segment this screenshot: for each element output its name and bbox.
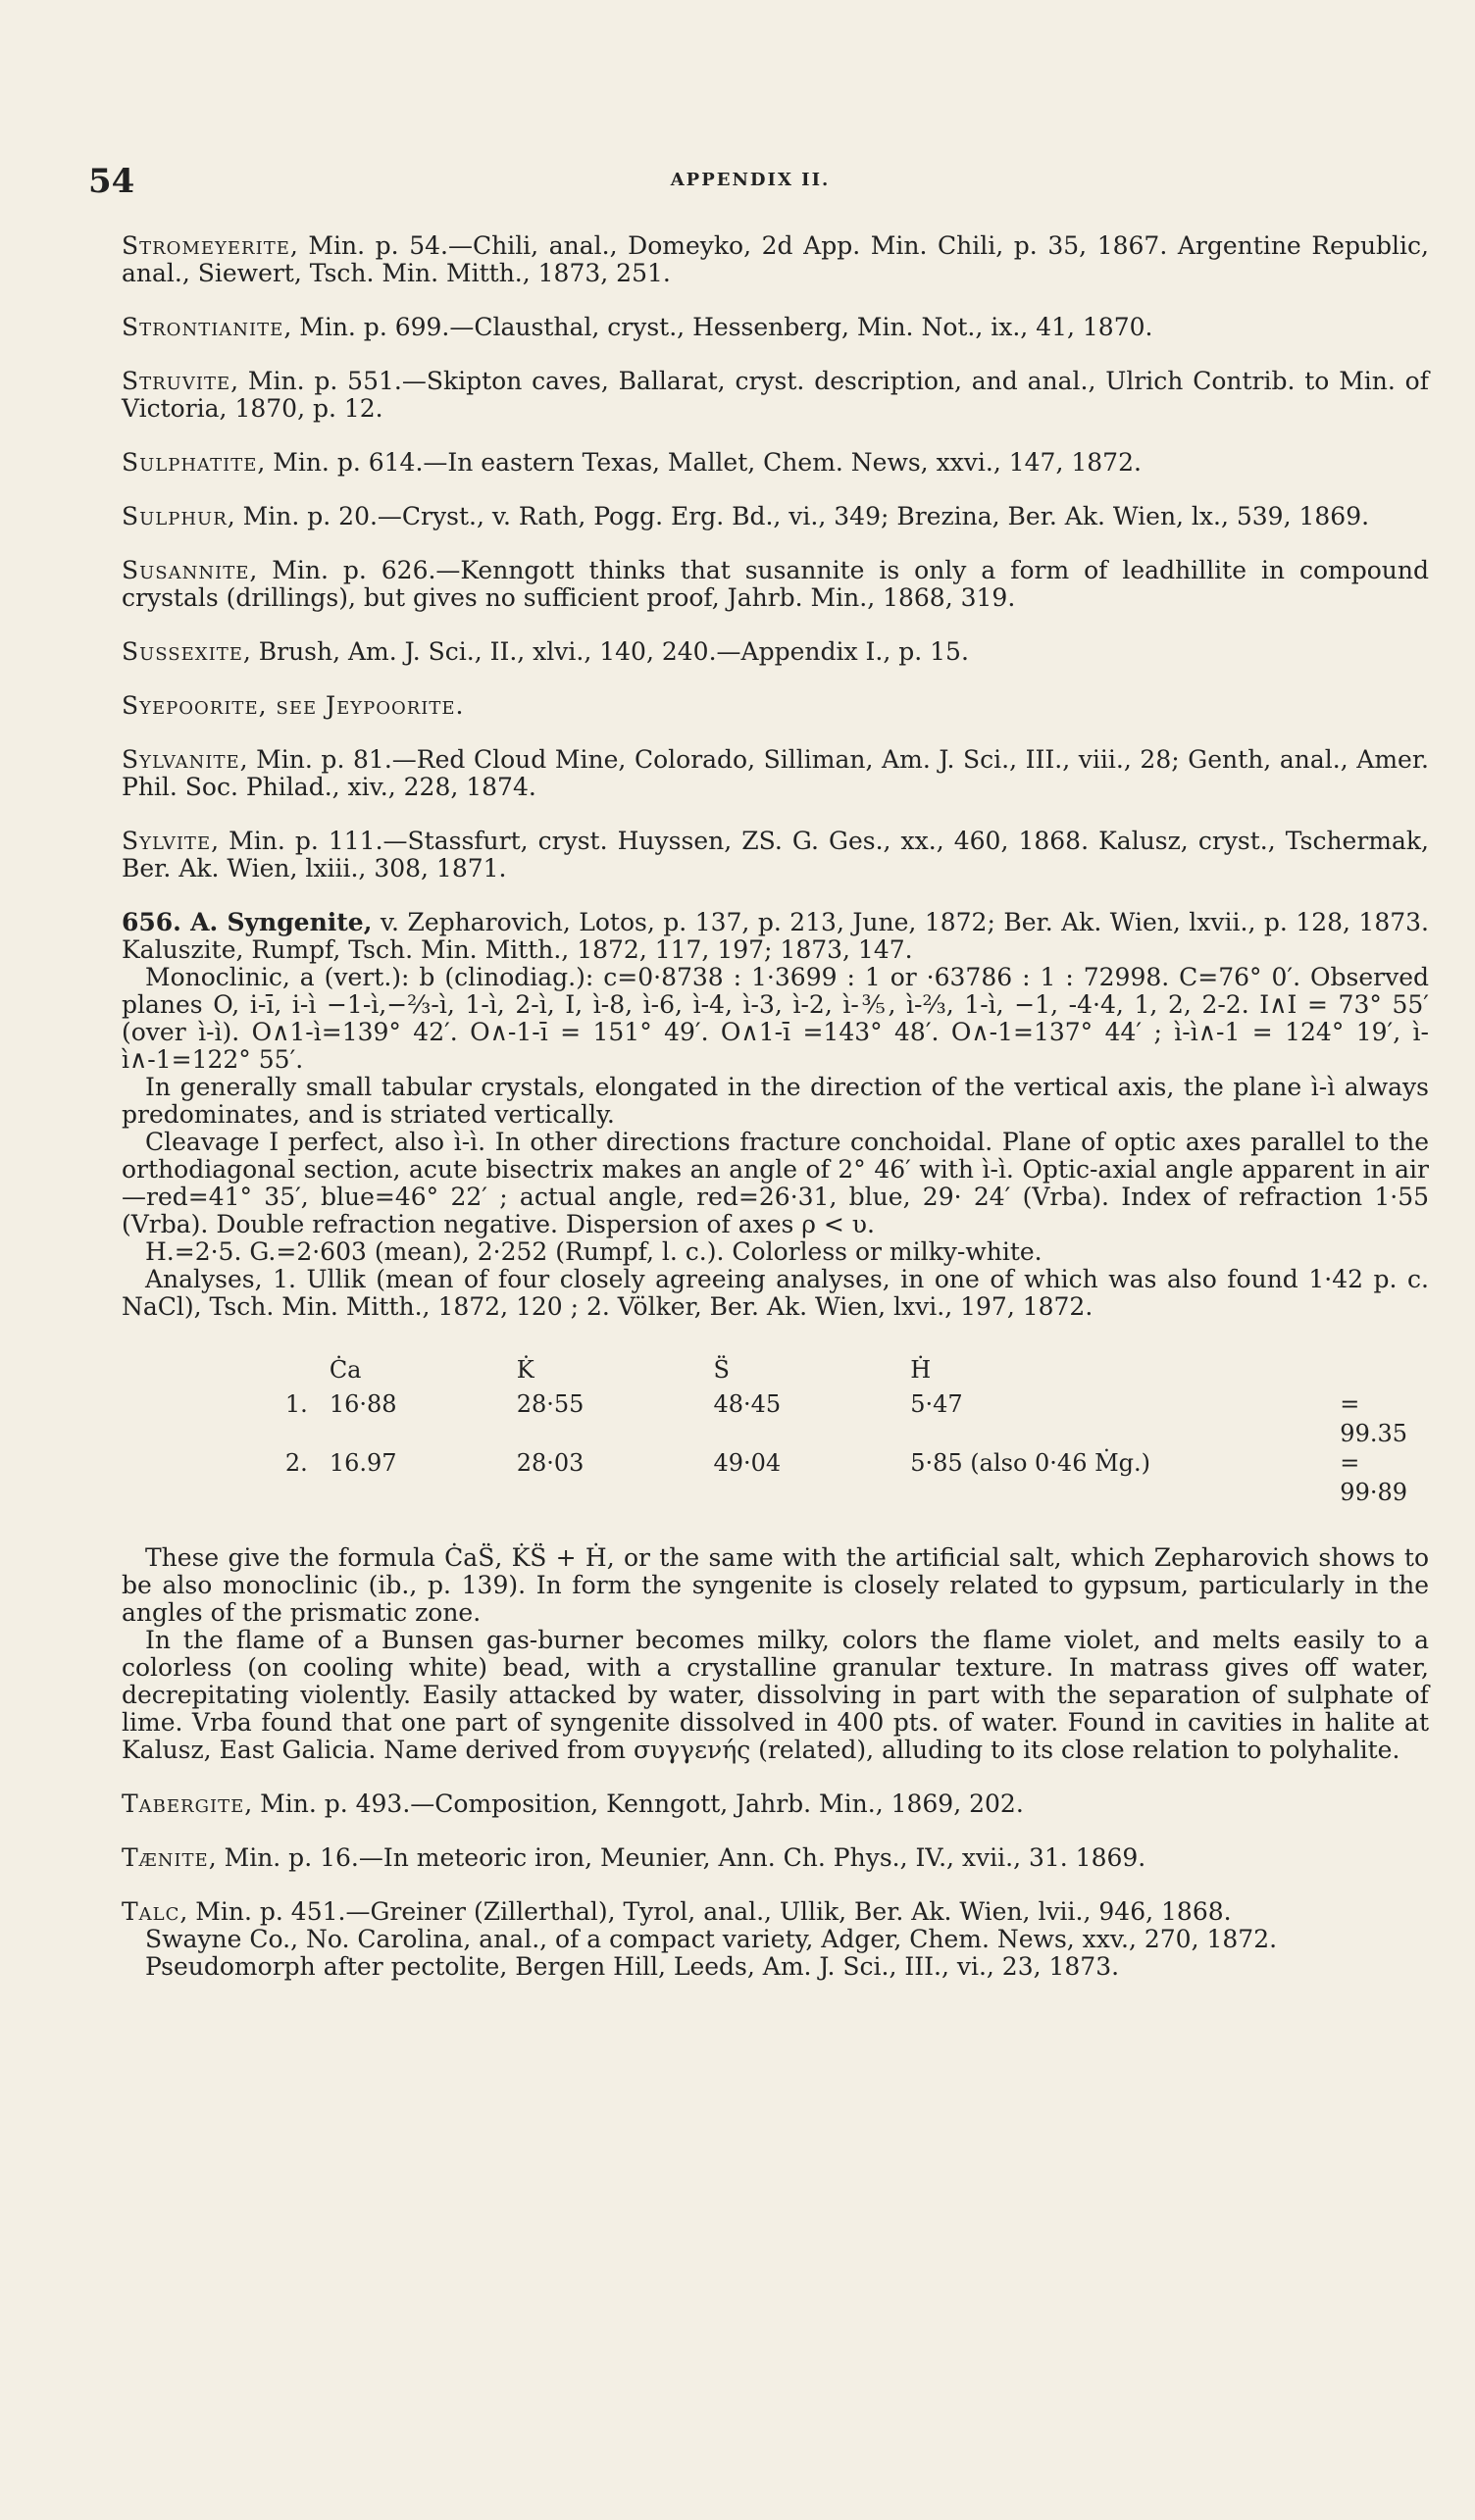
syngenite-optics: Cleavage I perfect, also ì-ì. In other directions fracture conchoidal. Plane of optic axes parallel to the orthodiagonal section, acute bisectrix makes an angle of 2° 46′ with ì-ì. Optic-axial angle apparent in air—red=41° 35′, blue=46° 22′ ; actual angle, red=26·31, blue, 29· 24′ (Vrba). Index of refraction 1·55 (Vrba). Double refraction negative. Dispersion of axes ρ < υ. bbox=[122, 1128, 1429, 1238]
entry-stromeyerite: Stromeyerite, Min. p. 54.—Chili, anal., Domeyko, 2d App. Min. Chili, p. 35, 1867. Argentine Republic, anal., Siewert, Tsch. Min. Mitth., 1873, 251. bbox=[122, 231, 1429, 287]
syngenite-analyses: Analyses, 1. Ullik (mean of four closely agreeing analyses, in one of which was also found 1·42 p. c. NaCl), Tsch. Min. Mitth., 1872, 120 ; 2. Völker, Ber. Ak. Wien, lxvi., 197, 1872. bbox=[122, 1265, 1429, 1321]
entry-sulphatite: Sulphatite, Min. p. 614.—In eastern Texas, Mallet, Chem. News, xxvi., 147, 1872. bbox=[122, 448, 1142, 477]
entry-sulphur: Sulphur, Min. p. 20.—Cryst., v. Rath, Pogg. Erg. Bd., vi., 349; Brezina, Ber. Ak. Wien, lx., 539, 1869. bbox=[122, 502, 1370, 530]
syngenite-flame-test: In the flame of a Bunsen gas-burner becomes milky, colors the flame violet, and melts easily to a colorless (on cooling white) bead, with a crystalline granular texture. In matrass gives off water, decrepitating violently. Easily attacked by water, dissolving in part with the separation of sulphate of lime. Vrba found that one part of syngenite dissolved in 400 pts. of water. Found in cavities in halite at Kalusz, East Galicia. Name derived from συγγενής (related), alluding to its close relation to polyhalite. bbox=[122, 1626, 1429, 1764]
entry-syngenite bbox=[122, 909, 1429, 1764]
syngenite-crystallography: Monoclinic, a (vert.): b (clinodiag.): c=0·8738 : 1·3699 : 1 or ·63786 : 1 : 72998. C=76° 0′. Observed planes O, i-ī, i-ì −1-ì,−⅔-ì, 1-ì, 2-ì, I, ì-8, ì-6, ì-4, ì-3, ì-2, ì-⅗, ì-⅔, 1-ì, −1, -4·4, 1, 2, 2-2. I∧I = 73° 55′ (over ì-ì). O∧1-ì=139° 42′. O∧-1-ī = 151° 49′. O∧1-ī =143° 48′. O∧-1=137° 44′ ; ì-ì∧-1 = 124° 19′, ì-ì∧-1=122° 55′. bbox=[122, 963, 1429, 1074]
page-number: 54 bbox=[88, 162, 135, 201]
talc-line-1: Talc, Min. p. 451.—Greiner (Zillerthal), Tyrol, anal., Ullik, Ber. Ak. Wien, lvii., 946, 1868. bbox=[122, 1897, 1232, 1926]
syngenite-formula: These give the formula ĊaS̈, K̇S̈ + Ḣ, or the same with the artificial salt, which Zepharovich shows to be also monoclinic (ib., p. 139). In form the syngenite is closely related to gypsum, particularly in the angles of the prismatic zone. bbox=[122, 1543, 1429, 1627]
entry-strontianite: Strontianite, Min. p. 699.—Clausthal, cryst., Hessenberg, Min. Not., ix., 41, 1870. bbox=[122, 313, 1153, 341]
entry-taenite: Tænite, Min. p. 16.—In meteoric iron, Meunier, Ann. Ch. Phys., IV., xvii., 31. 1869. bbox=[122, 1843, 1146, 1872]
entry-sylvite: Sylvite, Min. p. 111.—Stassfurt, cryst. Huyssen, ZS. G. Ges., xx., 460, 1868. Kalusz, cryst., Tschermak, Ber. Ak. Wien, lxiii., 308, 1871. bbox=[122, 827, 1429, 882]
analysis-table bbox=[269, 1356, 1429, 1507]
entry-tabergite: Tabergite, Min. p. 493.—Composition, Kenngott, Jahrb. Min., 1869, 202. bbox=[122, 1789, 1024, 1818]
running-title: APPENDIX II. bbox=[670, 170, 831, 190]
table-row: 1. 16·88 28·55 48·45 5·47 = 99.35 bbox=[284, 1390, 1408, 1447]
entry-sussexite: Sussexite, Brush, Am. J. Sci., II., xlvi., 140, 240.—Appendix I., p. 15. bbox=[122, 637, 969, 666]
syngenite-intro: 656. A. Syngenite, v. Zepharovich, Lotos, p. 137, p. 213, June, 1872; Ber. Ak. Wien, lxvii., p. 128, 1873. Kaluszite, Rumpf, Tsch. Min. Mitth., 1872, 117, 197; 1873, 147. bbox=[122, 908, 1429, 964]
talc-line-3: Pseudomorph after pectolite, Bergen Hill, Leeds, Am. J. Sci., III., vi., 23, 1873. bbox=[145, 1952, 1120, 1981]
page-header bbox=[88, 162, 1412, 201]
analysis-header-row: Ċa K̇ S̈ Ḣ bbox=[329, 1356, 932, 1384]
entry-struvite: Struvite, Min. p. 551.—Skipton caves, Ballarat, cryst. description, and anal., Ulrich Contrib. to Min. of Victoria, 1870, p. 12. bbox=[122, 367, 1429, 423]
entry-talc bbox=[122, 1898, 1429, 1981]
entry-syepoorite: Syepoorite, see Jeypoorite. bbox=[122, 691, 465, 720]
table-row: 2. 16.97 28·03 49·04 5·85 (also 0·46 Ṁg.) = 99·89 bbox=[284, 1449, 1408, 1506]
entry-susannite: Susannite, Min. p. 626.—Kenngott thinks that susannite is only a form of leadhillite in compound crystals (drillings), but gives no sufficient proof, Jahrb. Min., 1868, 319. bbox=[122, 556, 1429, 612]
main-text bbox=[122, 232, 1429, 1981]
entry-sylvanite: Sylvanite, Min. p. 81.—Red Cloud Mine, Colorado, Silliman, Am. J. Sci., III., viii., 28; Genth, anal., Amer. Phil. Soc. Philad., xiv., 228, 1874. bbox=[122, 745, 1429, 801]
syngenite-habit: In generally small tabular crystals, elongated in the direction of the vertical axis, the plane ì-ì always predominates, and is striated vertically. bbox=[122, 1073, 1429, 1129]
syngenite-hardness: H.=2·5. G.=2·603 (mean), 2·252 (Rumpf, l. c.). Colorless or milky-white. bbox=[145, 1237, 1043, 1266]
talc-line-2: Swayne Co., No. Carolina, anal., of a compact variety, Adger, Chem. News, xxv., 270, 1872. bbox=[145, 1925, 1278, 1953]
